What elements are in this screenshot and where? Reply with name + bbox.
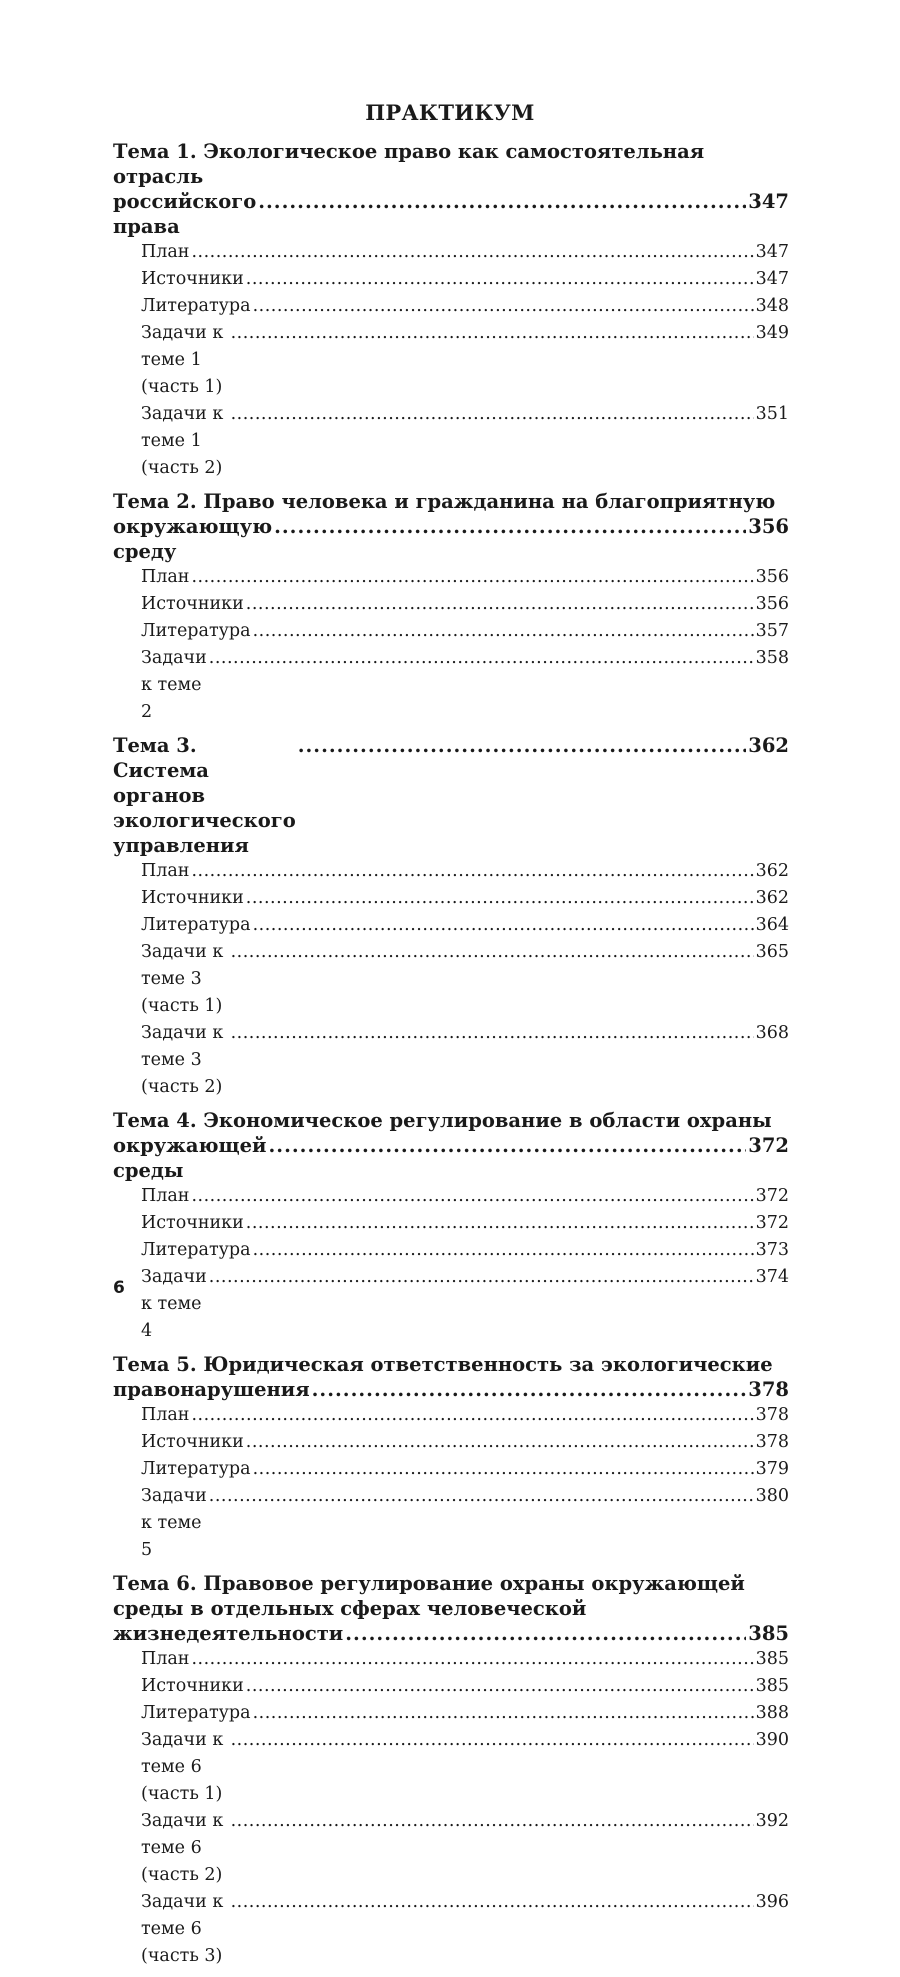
dot-leader xyxy=(231,939,754,966)
topic-heading-entry xyxy=(113,514,789,564)
toc-entry-label: План xyxy=(141,242,190,262)
toc-entry-page-number: 372 xyxy=(755,1213,789,1233)
topic-heading[interactable] xyxy=(113,139,789,239)
topic-heading-entry xyxy=(113,1621,789,1646)
toc-entry[interactable] xyxy=(113,1237,789,1264)
dot-leader xyxy=(345,1621,746,1646)
toc-entry[interactable] xyxy=(113,591,789,618)
topic-heading[interactable] xyxy=(113,1571,789,1646)
toc-entry-label: Литература xyxy=(141,1240,251,1260)
toc-entry-page-number: 374 xyxy=(755,1267,789,1287)
toc-entry[interactable] xyxy=(113,912,789,939)
toc-entry-page-number: 380 xyxy=(755,1486,789,1506)
dot-leader xyxy=(253,1700,754,1727)
toc-topic-2 xyxy=(113,489,789,726)
dot-leader xyxy=(191,239,753,266)
toc-entry[interactable] xyxy=(113,1808,789,1889)
toc-entry-page-number: 390 xyxy=(755,1730,789,1750)
dot-leader xyxy=(191,1183,753,1210)
topic-heading-text: жизнедеятельности xyxy=(113,1622,344,1645)
toc-entry[interactable] xyxy=(113,1673,789,1700)
topic-heading[interactable] xyxy=(113,733,789,858)
topic-heading-text: правонарушения xyxy=(113,1378,310,1401)
toc-entry-label: Литература xyxy=(141,296,251,316)
toc-entry-page-number: 379 xyxy=(755,1459,789,1479)
topic-heading-line: Тема 2. Право человека и гражданина на благоприятную xyxy=(113,490,776,513)
toc-entry[interactable] xyxy=(113,1210,789,1237)
toc-entry-label: Задачи к теме 6 (часть 3) xyxy=(141,1892,224,1966)
table-of-contents xyxy=(113,139,789,1977)
toc-entry[interactable] xyxy=(113,1889,789,1970)
toc-entry-label: План xyxy=(141,1405,190,1425)
toc-entry-page-number: 358 xyxy=(755,648,789,668)
toc-entry-label: Источники xyxy=(141,1432,244,1452)
dot-leader xyxy=(209,1264,754,1291)
toc-entry-label: Задачи к теме 1 (часть 2) xyxy=(141,404,224,478)
topic-heading-text: окружающую среду xyxy=(113,515,273,563)
dot-leader xyxy=(253,293,754,320)
toc-entry[interactable] xyxy=(113,1183,789,1210)
topic-page-number: 372 xyxy=(748,1134,789,1157)
dot-leader xyxy=(231,1808,754,1835)
topic-heading-line: Тема 5. Юридическая ответственность за экологические xyxy=(113,1353,773,1376)
topic-page-number: 378 xyxy=(748,1378,789,1401)
toc-entry-label: Источники xyxy=(141,269,244,289)
toc-entry[interactable] xyxy=(113,1483,789,1564)
toc-entry-page-number: 357 xyxy=(755,621,789,641)
toc-entry[interactable] xyxy=(113,1646,789,1673)
dot-leader xyxy=(246,591,754,618)
toc-entry-label: Источники xyxy=(141,594,244,614)
toc-entry-label: Задачи к теме 2 xyxy=(141,648,207,722)
toc-entry-page-number: 368 xyxy=(755,1023,789,1043)
toc-entry[interactable] xyxy=(113,1020,789,1101)
toc-entry-label: Задачи к теме 6 (часть 2) xyxy=(141,1811,224,1885)
toc-entry[interactable] xyxy=(113,618,789,645)
toc-topic-4 xyxy=(113,1108,789,1345)
dot-leader xyxy=(191,858,753,885)
toc-entry[interactable] xyxy=(113,645,789,726)
toc-entry-label: План xyxy=(141,1649,190,1669)
dot-leader xyxy=(258,189,746,214)
dot-leader xyxy=(312,1377,747,1402)
dot-leader xyxy=(253,912,754,939)
toc-entry-label: План xyxy=(141,1186,190,1206)
toc-topic-5 xyxy=(113,1352,789,1564)
toc-topic-6 xyxy=(113,1571,789,1970)
dot-leader xyxy=(231,401,754,428)
dot-leader xyxy=(253,618,754,645)
dot-leader xyxy=(231,320,754,347)
page-number: 6 xyxy=(113,1278,125,1298)
dot-leader xyxy=(209,1483,754,1510)
dot-leader xyxy=(269,1133,747,1158)
toc-entry-label: Задачи к теме 4 xyxy=(141,1267,207,1341)
topic-heading[interactable] xyxy=(113,489,789,564)
toc-entry-label: План xyxy=(141,861,190,881)
toc-entry-page-number: 388 xyxy=(755,1703,789,1723)
dot-leader xyxy=(209,645,754,672)
topic-page-number: 362 xyxy=(748,734,789,757)
toc-entry-label: Литература xyxy=(141,621,251,641)
toc-entry-page-number: 347 xyxy=(755,242,789,262)
topic-page-number: 347 xyxy=(748,190,789,213)
dot-leader xyxy=(231,1020,754,1047)
dot-leader xyxy=(253,1237,754,1264)
toc-entry-page-number: 396 xyxy=(755,1892,789,1912)
topic-page-number: 385 xyxy=(748,1622,789,1645)
toc-topic-1 xyxy=(113,139,789,482)
topic-heading-line: Тема 4. Экономическое регулирование в области охраны xyxy=(113,1109,772,1132)
toc-entry-label: Задачи к теме 3 (часть 2) xyxy=(141,1023,224,1097)
dot-leader xyxy=(246,1673,754,1700)
dot-leader xyxy=(191,1402,753,1429)
topic-heading-line: среды в отдельных сферах человеческой xyxy=(113,1597,587,1620)
topic-heading-entry xyxy=(113,1133,789,1183)
toc-entry-page-number: 378 xyxy=(755,1432,789,1452)
topic-page-number: 356 xyxy=(748,515,789,538)
toc-entry[interactable] xyxy=(113,939,789,1020)
toc-entry-page-number: 356 xyxy=(755,567,789,587)
toc-entry[interactable] xyxy=(113,1456,789,1483)
toc-topic-3 xyxy=(113,733,789,1101)
toc-entry[interactable] xyxy=(113,266,789,293)
toc-entry-label: Источники xyxy=(141,888,244,908)
toc-entry-label: Задачи к теме 5 xyxy=(141,1486,207,1560)
topic-heading-entry xyxy=(113,733,789,858)
topic-heading[interactable] xyxy=(113,1352,789,1402)
toc-entry[interactable] xyxy=(113,1700,789,1727)
dot-leader xyxy=(191,564,753,591)
toc-entry-page-number: 385 xyxy=(755,1649,789,1669)
toc-entry-label: Литература xyxy=(141,1459,251,1479)
toc-entry-page-number: 392 xyxy=(755,1811,789,1831)
topic-heading-text: Тема 3. Система органов экологического управления xyxy=(113,734,296,857)
toc-entry[interactable] xyxy=(113,401,789,482)
toc-entry-page-number: 378 xyxy=(755,1405,789,1425)
dot-leader xyxy=(246,266,754,293)
toc-entry[interactable] xyxy=(113,320,789,401)
toc-entry-label: Задачи к теме 1 (часть 1) xyxy=(141,323,224,397)
topic-heading-entry xyxy=(113,189,789,239)
toc-entry[interactable] xyxy=(113,1429,789,1456)
toc-entry-page-number: 372 xyxy=(755,1186,789,1206)
topic-heading[interactable] xyxy=(113,1108,789,1183)
toc-entry-label: Источники xyxy=(141,1676,244,1696)
toc-entry[interactable] xyxy=(113,564,789,591)
dot-leader xyxy=(246,1210,754,1237)
toc-entry[interactable] xyxy=(113,293,789,320)
dot-leader xyxy=(274,514,746,539)
dot-leader xyxy=(191,1646,753,1673)
toc-entry[interactable] xyxy=(113,239,789,266)
toc-entry-label: Литература xyxy=(141,1703,251,1723)
page-title: ПРАКТИКУМ xyxy=(365,100,535,125)
toc-entry-page-number: 364 xyxy=(755,915,789,935)
toc-entry-label: Задачи к теме 6 (часть 1) xyxy=(141,1730,224,1804)
topic-heading-line: Тема 1. Экологическое право как самостоятельная отрасль xyxy=(113,140,705,188)
dot-leader xyxy=(298,733,747,758)
toc-entry-label: Источники xyxy=(141,1213,244,1233)
toc-entry[interactable] xyxy=(113,885,789,912)
toc-entry-page-number: 349 xyxy=(755,323,789,343)
toc-entry-page-number: 347 xyxy=(755,269,789,289)
topic-heading-entry xyxy=(113,1377,789,1402)
toc-entry[interactable] xyxy=(113,1402,789,1429)
topic-heading-text: окружающей среды xyxy=(113,1134,267,1182)
toc-entry-page-number: 362 xyxy=(755,888,789,908)
topic-heading-text: российского права xyxy=(113,190,257,238)
toc-entry-page-number: 351 xyxy=(755,404,789,424)
dot-leader xyxy=(231,1889,754,1916)
dot-leader xyxy=(231,1727,754,1754)
toc-entry[interactable] xyxy=(113,1264,789,1345)
toc-entry-label: План xyxy=(141,567,190,587)
toc-entry[interactable] xyxy=(113,1727,789,1808)
toc-entry-page-number: 362 xyxy=(755,861,789,881)
dot-leader xyxy=(246,885,754,912)
dot-leader xyxy=(246,1429,754,1456)
toc-entry-page-number: 348 xyxy=(755,296,789,316)
toc-entry[interactable] xyxy=(113,858,789,885)
toc-entry-label: Задачи к теме 3 (часть 1) xyxy=(141,942,224,1016)
toc-entry-page-number: 385 xyxy=(755,1676,789,1696)
toc-entry-label: Литература xyxy=(141,915,251,935)
dot-leader xyxy=(253,1456,754,1483)
topic-heading-line: Тема 6. Правовое регулирование охраны окружающей xyxy=(113,1572,745,1595)
toc-entry-page-number: 356 xyxy=(755,594,789,614)
toc-entry-page-number: 373 xyxy=(755,1240,789,1260)
toc-entry-page-number: 365 xyxy=(755,942,789,962)
